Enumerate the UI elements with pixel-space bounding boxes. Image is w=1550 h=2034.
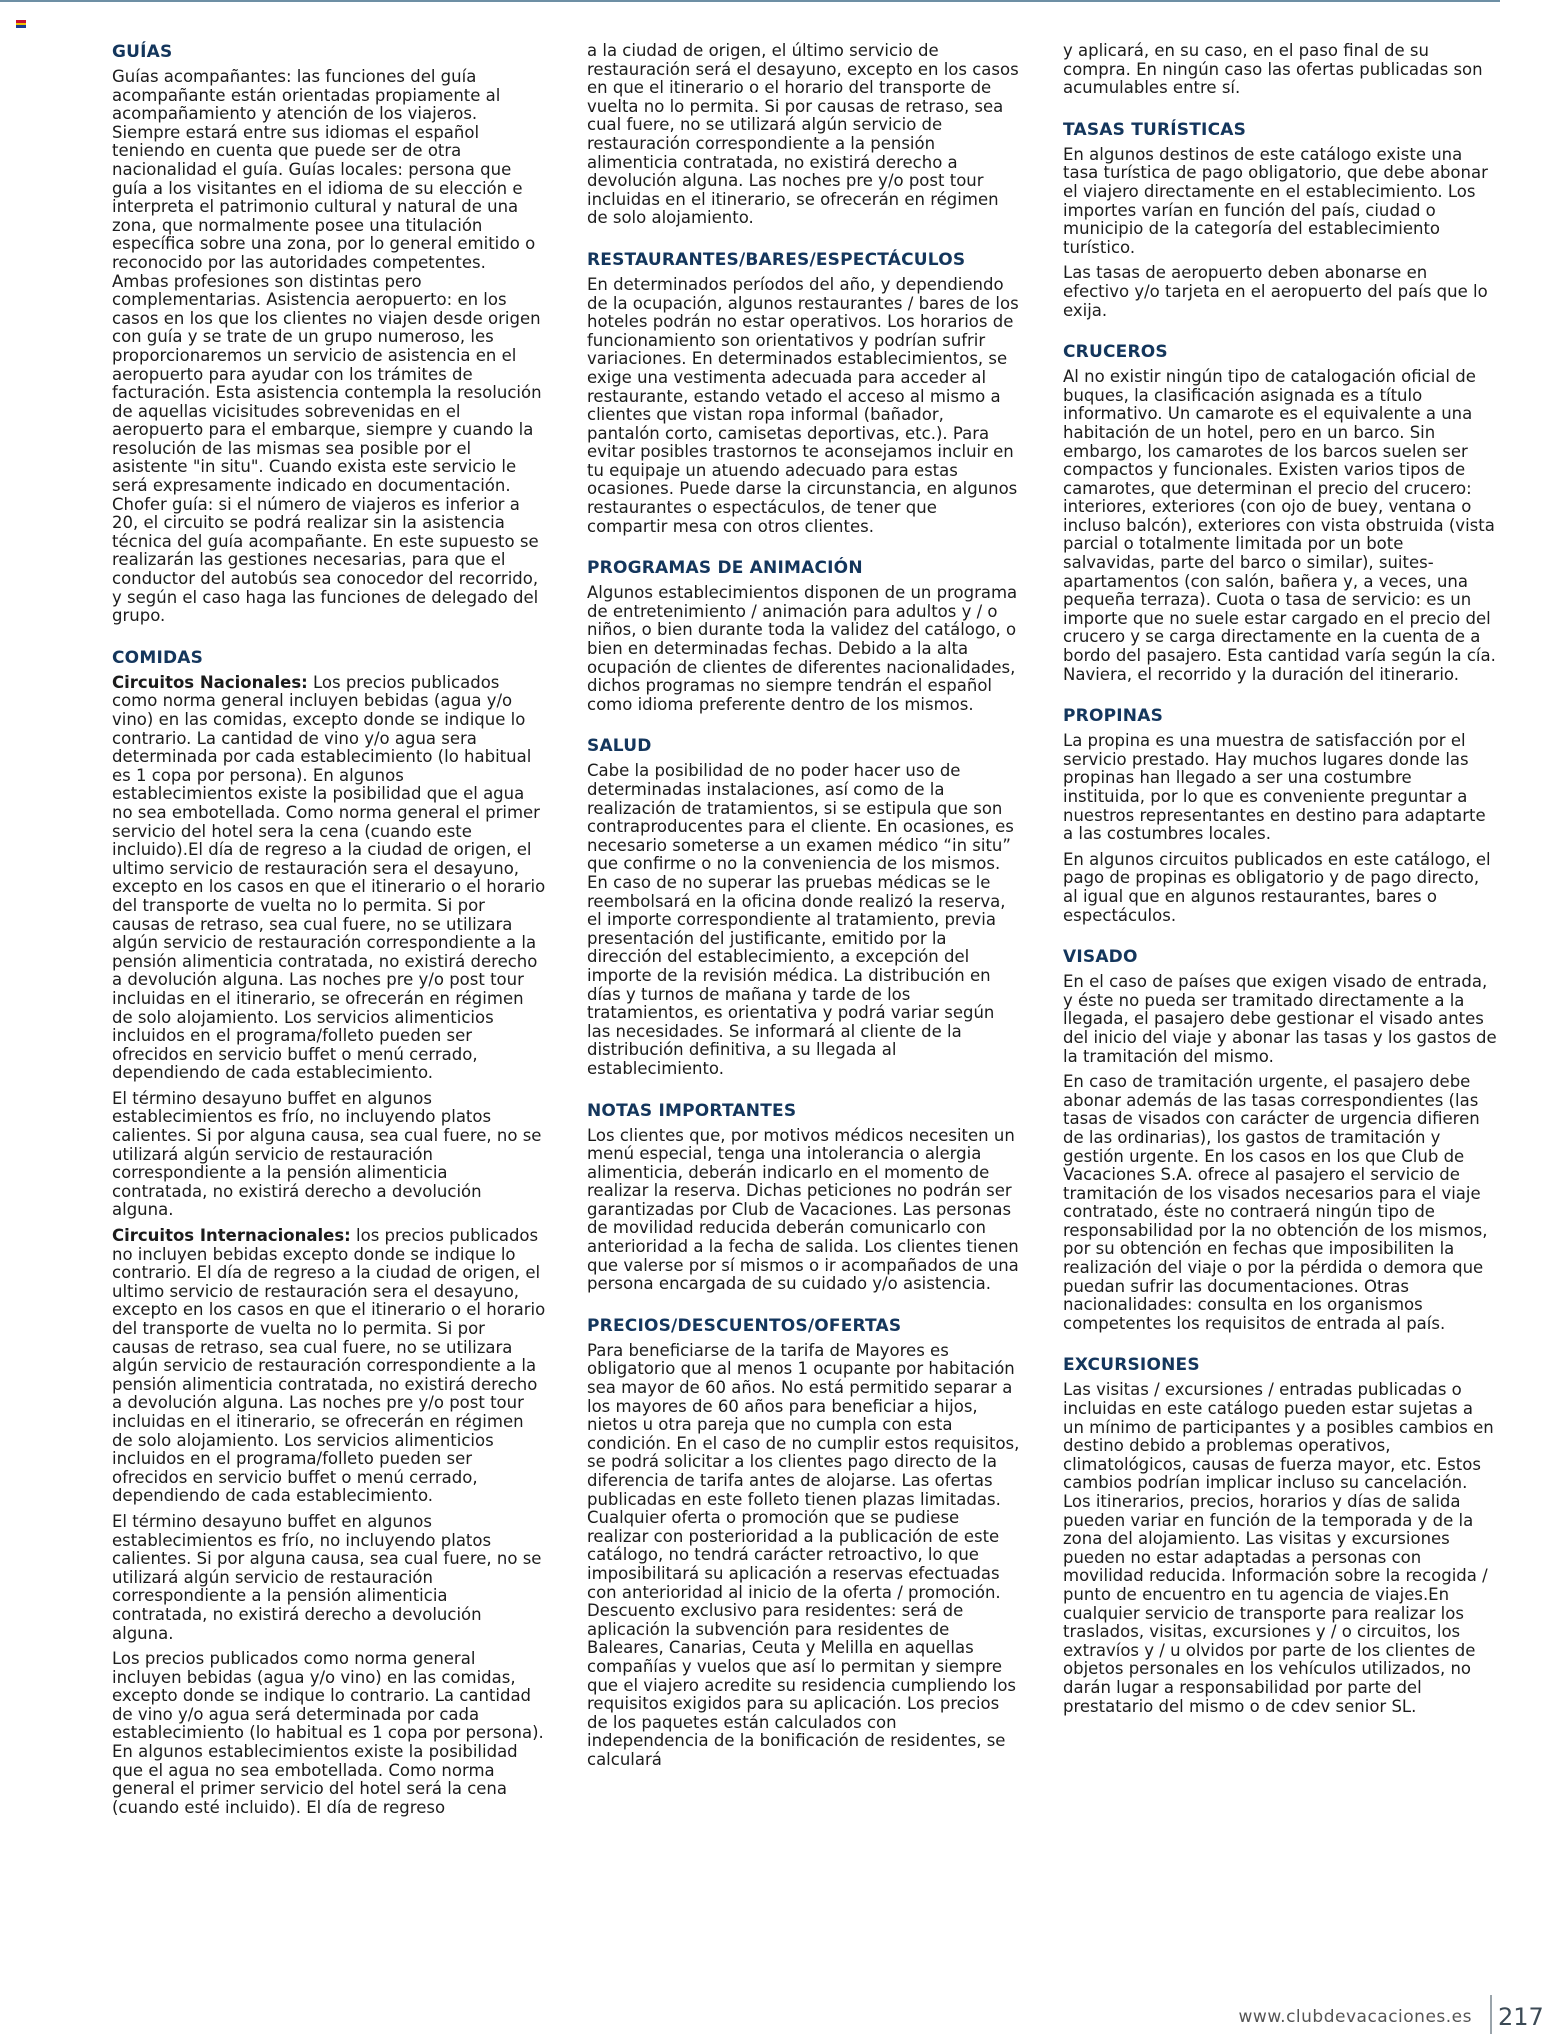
section-restaurantes [587, 250, 1021, 536]
internacionales-label: Circuitos Internacionales: [112, 1226, 351, 1246]
column-2 [587, 42, 1021, 1792]
section-heading-programas: PROGRAMAS DE ANIMACIÓN [587, 558, 863, 579]
propinas-text-2: En algunos circuitos publicados en este catálogo, el pago de propinas es obligatorio y de pago directo, al igual que en algunos restaurantes, bares o espectáculos. [1063, 849, 1491, 925]
section-heading-excursiones: EXCURSIONES [1063, 1355, 1200, 1376]
section-heading-tasas: TASAS TURÍSTICAS [1063, 119, 1247, 140]
column-1 [112, 42, 546, 1839]
precios-continuation: y aplicará, en su caso, en el paso final de su compra. En ningún caso las ofertas publicadas son acumulables entre sí. [1063, 41, 1483, 98]
section-notas [587, 1101, 1021, 1294]
section-tasas [1063, 120, 1497, 320]
notas-text: Los clientes que, por motivos médicos necesiten un menú especial, tenga una intolerancia o alergia alimenticia, deberán indicarlo en el momento de realizar la reserva. Dichas peticiones no podrán ser garantizadas por Club de Vacaciones. Las personas de movilidad reducida deberán comunicarlo con anterioridad a la fecha de salida. Los clientes tienen que valerse por sí mismos o ir acompañados de una persona encargada de su cuidado y/o asistencia. [587, 1125, 1019, 1294]
restaurantes-text: En determinados períodos del año, y dependiendo de la ocupación, algunos restaurantes / bares de los hoteles podrán no estar operativos. Los horarios de funcionamiento son orientativos y podrían sufrir variaciones. En determinados establecimientos, se exige una vestimenta adecuada para acceder al restaurante, estando vetado el acceso al mismo a clientes que vistan ropa informal (bañador, pantalón corto, camisetas deportivas, etc.). Para evitar posibles trastornos te aconsejamos incluir en tu equipaje un atuendo adecuado para estas ocasiones. Puede darse la circunstancia, en algunos restaurantes o espectáculos, de tener que compartir mesa con otros clientes. [587, 274, 1019, 536]
comidas-desayuno-2: El término desayuno buffet en algunos establecimientos es frío, no incluyendo platos calientes. Si por alguna causa, sea cual fuere, no se utilizará algún servicio de restauración correspondiente a la pensión alimenticia contratada, no existirá derecho a devolución alguna. [112, 1511, 542, 1643]
nacionales-label: Circuitos Nacionales: [112, 672, 308, 692]
section-heading-comidas: COMIDAS [112, 647, 204, 668]
cruceros-text: Al no existir ningún tipo de catalogación oficial de buques, la clasificación asignada es a título informativo. Un camarote es el equivalente a una habitación de un hotel, pero en un barco. Sin embargo, los camarotes de los barcos suelen ser compactos y funcionales. Existen varios tipos de camarotes, que determinan el precio del crucero: interiores, exteriores (con ojo de buey, ventana o incluso balcón), exteriores con vista obstruida (vista parcial o totalmente limitada por un bote salvavidas, parte del barco o similar), suites-apartamentos (con salón, bañera y, a veces, una pequeña terraza). Cuota o tasa de servicio: es un importe que no suele estar cargado en el precio del crucero y se carga directamente en la cuenta de a bordo del pasajero. Esta cantidad varía según la cía. Naviera, el recorrido y la duración del itinerario. [1063, 367, 1496, 684]
nacionales-text: Los precios publicados como norma general incluyen bebidas (agua y/o vino) en las comidas, excepto donde se indique lo contrario. La cantidad de vino y/o agua sera determinada por cada establecimiento (lo habitual es 1 copa por persona). En algunos establecimientos existe la posibilidad que el agua no sea embotellada. Como norma general el primer servicio del hotel sera la cena (cuando este incluido).El día de regreso a la ciudad de origen, el ultimo servicio de restauración sera el desayuno, excepto en los casos en que el itinerario o el horario del transporte de vuelta no lo permita. Si por causas de retraso, sea cual fuere, no se utilizara algún servicio de restauración correspondiente a la pensión alimenticia contratada, no existirá derecho a devolución alguna. Las noches pre y/o post tour incluidas en el itinerario, se ofrecerán en régimen de solo alojamiento. Los servicios alimenticios incluidos en el programa/folleto pueden ser ofrecidos en servicio buffet o menú cerrado, dependiendo de cada establecimiento. [112, 672, 546, 1083]
footer-divider [1490, 1995, 1492, 2034]
section-precios [587, 1316, 1021, 1770]
salud-text: Cabe la posibilidad de no poder hacer uso de determinadas instalaciones, así como de la realización de tratamientos, si se estipula que son contraproducentes para el cliente. En ocasiones, es necesario someterse a un examen médico “in situ” que confirme o no la conveniencia de los mismos. En caso de no superar las pruebas médicas se le reembolsará en la oficina donde realizó la reserva, el importe correspondiente al tratamiento, previa presentación del justificante, emitido por la dirección del establecimiento, a excepción del importe de la revisión médica. La distribución en días y turnos de mañana y tarde de los tratamientos, es orientativa y podrá variar según las necesidades. Se informará al cliente de la distribución definitiva, a su llegada al establecimiento. [587, 761, 1014, 1078]
visado-text-2: En caso de tramitación urgente, el pasajero debe abonar además de las tasas correspondientes (las tasas de visados con carácter de urgencia difieren de las ordinarias), los gastos de tramitación y gestión urgente. En los casos en los que Club de Vacaciones S.A. ofrece al pasajero el servicio de tramitación de los visados necesarios para el viaje contratado, éste no contraerá ningún tipo de responsabilidad por la no obtención de los mismos, por su obtención en fechas que imposibiliten la realización del viaje o por la pérdida o demora que puedan sufrir las documentaciones. Otras nacionalidades: consulta en los organismos competentes los requisitos de entrada al país. [1063, 1072, 1488, 1333]
comidas-internacionales-paragraph [112, 1227, 546, 1506]
section-heading-precios: PRECIOS/DESCUENTOS/OFERTAS [587, 1315, 902, 1336]
section-continuation-3 [1063, 42, 1497, 98]
visado-text-1: En el caso de países que exigen visado de entrada, y éste no pueda ser tramitado directamente a la llegada, el pasajero debe gestionar el visado antes del inicio del viaje y abonar las tasas y los gastos de la tramitación del mismo. [1063, 972, 1497, 1066]
tasas-text-1: En algunos destinos de este catálogo existe una tasa turística de pago obligatorio, que debe abonar el viajero directamente en el establecimiento. Los importes varían en función del país, ciudad o municipio de la categoría del establecimiento turístico. [1063, 144, 1488, 257]
spain-flag-icon [16, 20, 26, 28]
section-heading-salud: SALUD [587, 736, 652, 757]
excursiones-text: Las visitas / excursiones / entradas publicadas o incluidas en este catálogo pueden estar sujetas a un mínimo de participantes y a posibles cambios en destino debido a problemas operativos, climatológicos, causas de fuerza mayor, etc. Estos cambios podrían implicar incluso su cancelación. Los itinerarios, precios, horarios y días de salida pueden variar en función de la temporada y de la zona del alojamiento. Las visitas y excursiones pueden no estar adaptadas a personas con movilidad reducida. Información sobre la recogida / punto de encuentro en tu agencia de viajes.En cualquier servicio de transporte para realizar los traslados, visitas, excursiones y / o circuitos, los extravíos y / u olvidos por parte de los clientes de objetos personales en los vehículos utilizados, no darán lugar a responsabilidad por parte del prestatario del mismo o de cdev senior SL. [1063, 1380, 1494, 1716]
section-guias [112, 42, 546, 626]
section-heading-propinas: PROPINAS [1063, 706, 1164, 727]
section-propinas [1063, 706, 1497, 925]
section-excursiones [1063, 1355, 1497, 1716]
comidas-desayuno-1: El término desayuno buffet en algunos establecimientos es frío, no incluyendo platos calientes. Si por alguna causa, sea cual fuere, no se utilizará algún servicio de restauración correspondiente a la pensión alimenticia contratada, no existirá derecho a devolución alguna. [112, 1088, 542, 1220]
section-heading-visado: VISADO [1063, 947, 1138, 968]
top-rule [0, 0, 1500, 2]
section-visado [1063, 947, 1497, 1333]
tasas-text-2: Las tasas de aeropuerto deben abonarse en efectivo y/o tarjeta en el aeropuerto del país que lo exija. [1063, 263, 1488, 320]
column-3 [1063, 42, 1497, 1738]
section-heading-guias: GUÍAS [112, 42, 173, 62]
comidas-continuation: a la ciudad de origen, el último servicio de restauración será el desayuno, excepto en los casos en que el itinerario o el horario del transporte de vuelta no lo permita. Si por causas de retraso, sea cual fuere, no se utilizará algún servicio de restauración correspondiente a la pensión alimenticia contratada, no existirá derecho a devolución alguna. Las noches pre y/o post tour incluidas en el itinerario, se ofrecerán en régimen de solo alojamiento. [587, 41, 1019, 228]
propinas-text-1: La propina es una muestra de satisfacción por el servicio prestado. Hay muchos lugares donde las propinas han llegado a ser una costumbre instituida, por lo que es conveniente preguntar a nuestros representantes en destino para adaptarte a las costumbres locales. [1063, 731, 1486, 844]
footer-url: www.clubdevacaciones.es [1238, 2007, 1472, 2027]
page-number: 217 [1498, 2003, 1544, 2031]
internacionales-text: los precios publicados no incluyen bebidas excepto donde se indique lo contrario. El día de regreso a la ciudad de origen, el ultimo servicio de restauración sera el desayuno, excepto en los casos en que el itinerario o el horario del transporte de vuelta no lo permita. Si por causas de retraso, sea cual fuere, no se utilizara algún servicio de restauración correspondiente a la pensión alimenticia contratada, no existirá derecho a devolución alguna. Las noches pre y/o post tour incluidas en el itinerario, se ofrecerán en régimen de solo alojamiento. Los servicios alimenticios incluidos en el programa/folleto pueden ser ofrecidos en servicio buffet o menú cerrado, dependiendo de cada establecimiento. [112, 1226, 546, 1506]
programas-text: Algunos establecimientos disponen de un programa de entretenimiento / animación para adultos y / o niños, o bien durante toda la validez del catálogo, o bien en determinadas fechas. Debido a la alta ocupación de clientes de diferentes nacionalidades, dichos programas no siempre tendrán el español como idioma preferente dentro de los mismos. [587, 583, 1018, 714]
section-cruceros [1063, 342, 1497, 684]
section-heading-notas: NOTAS IMPORTANTES [587, 1100, 797, 1121]
section-heading-restaurantes: RESTAURANTES/BARES/ESPECTÁCULOS [587, 249, 966, 270]
comidas-nacionales-paragraph [112, 674, 546, 1083]
section-programas [587, 558, 1021, 714]
comidas-bebidas: Los precios publicados como norma general incluyen bebidas (agua y/o vino) en las comidas, excepto donde se indique lo contrario. La cantidad de vino y/o agua será determinada por cada establecimiento (lo habitual es 1 copa por persona). En algunos establecimientos existe la posibilidad que el agua no sea embotellada. Como norma general el primer servicio del hotel será la cena (cuando esté incluido). El día de regreso [112, 1649, 544, 1817]
section-continuation-2 [587, 42, 1021, 228]
guias-text: Guías acompañantes: las funciones del guía acompañante están orientadas propiamente al acompañamiento y atención de los viajeros. Siempre estará entre sus idiomas el español teniendo en cuenta que puede ser de otra nacionalidad el guía. Guías locales: persona que guía a los visitantes en el idioma de su elección e interpreta el patrimonio cultural y natural de una zona, que normalmente posee una titulación específica sobre una zona, por lo general emitido o reconocido por las autoridades competentes. Ambas profesiones son distintas pero complementarias. Asistencia aeropuerto: en los casos en los que los clientes no viajen desde origen con guía y se trate de un grupo numeroso, les proporcionaremos un servicio de asistencia en el aeropuerto para ayudar con los trámites de facturación. Esta asistencia contempla la resolución de aquellas vicisitudes sobrevenidas en el aeropuerto para el embarque, siempre y cuando la resolución de las mismas sea posible por el asistente "in situ". Cuando exista este servicio le será expresamente indicado en documentación. Chofer guía: si el número de viajeros es inferior a 20, el circuito se podrá realizar sin la asistencia técnica del guía acompañante. En este supuesto se realizarán las gestiones necesarias, para que el conductor del autobús sea conocedor del recorrido, y según el caso haga las funciones de delegado del grupo. [112, 67, 542, 626]
section-comidas [112, 648, 546, 1818]
precios-text: Para beneficiarse de la tarifa de Mayores es obligatorio que al menos 1 ocupante por habitación sea mayor de 60 años. No está permitido separar a los mayores de 60 años para beneficiar a hijos, nietos u otra pareja que no cumpla con esta condición. En el caso de no cumplir estos requisitos, se podrá solicitar a los clientes pago directo de la diferencia de tarifa antes de alojarse. Las ofertas publicadas en este folleto tienen plazas limitadas. Cualquier oferta o promoción que se pudiese realizar con posterioridad a la publicación de este catálogo, no tendrá carácter retroactivo, lo que imposibilitará su aplicación a reservas efectuadas con anterioridad al inicio de la oferta / promoción. Descuento exclusivo para residentes: será de aplicación la subvención para residentes de Baleares, Canarias, Ceuta y Melilla en aquellas compañías y vuelos que así lo permitan y siempre que el viajero acredite su residencia cumpliendo los requisitos exigidos para su aplicación. Los precios de los paquetes están calculados con independencia de la bonificación de residentes, se calculará [587, 1340, 1020, 1769]
section-salud [587, 736, 1021, 1078]
section-heading-cruceros: CRUCEROS [1063, 342, 1168, 363]
